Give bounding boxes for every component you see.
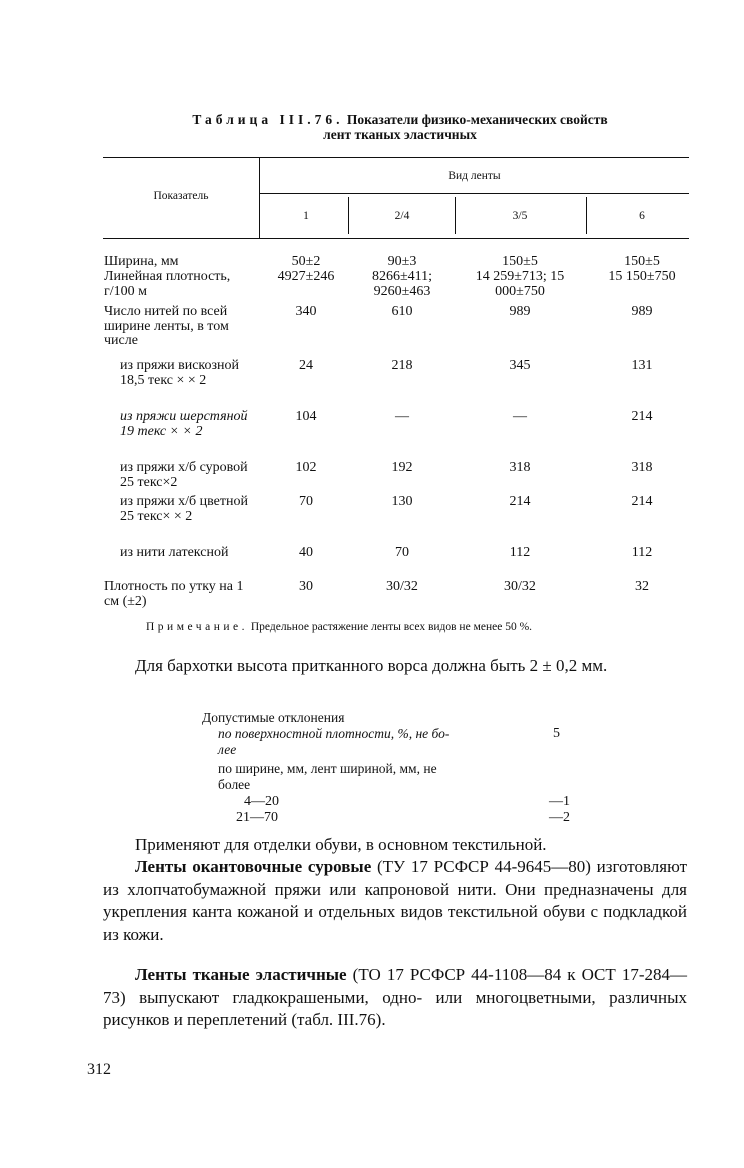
- cell: 318: [631, 460, 653, 475]
- header-col-divider: [455, 197, 456, 234]
- cell: 218: [391, 358, 413, 373]
- row-label: из пряжи шерстяной 19 текс × × 2: [120, 409, 248, 439]
- deviation-range-1: 4—20: [244, 794, 279, 809]
- cell: 112: [631, 545, 653, 560]
- row-label: из пряжи вискозной 18,5 текс × × 2: [120, 358, 240, 388]
- row-label: из пряжи х/б суровой 25 текс×2: [120, 460, 248, 490]
- cell: 32: [635, 579, 649, 594]
- caption-text: Показатели физико-механических свойств: [343, 112, 608, 127]
- cell: 345: [509, 358, 531, 373]
- cell: —: [513, 409, 527, 424]
- header-tape-type: Вид ленты: [448, 170, 501, 182]
- cell: 8266±411; 9260±463: [371, 269, 433, 299]
- cell: 989: [631, 304, 653, 319]
- paragraph: [103, 964, 687, 1032]
- header-col-divider: [586, 197, 587, 234]
- page-number: 312: [87, 1061, 111, 1078]
- cell: 340: [295, 304, 317, 319]
- deviations-title: Допустимые отклонения: [202, 710, 345, 725]
- deviation-width: по ширине, мм, лент шириной, мм, не: [218, 761, 437, 776]
- cell: 214: [631, 494, 653, 509]
- header-col-divider: [348, 197, 349, 234]
- deviation-range-2-value: —2: [549, 810, 570, 825]
- deviation-range-1-value: —1: [549, 794, 570, 809]
- header-col-6: 6: [639, 210, 645, 222]
- header-bottom-rule: [103, 238, 689, 239]
- header-col-3: 3/5: [512, 210, 528, 222]
- row-label: Число нитей по всей ширине ленты, в том числе: [104, 304, 229, 348]
- cell: 131: [631, 358, 653, 373]
- cell: 14 259±713; 15 000±750: [475, 269, 565, 299]
- cell: 70: [395, 545, 409, 560]
- cell: 30/32: [504, 579, 536, 594]
- deviation-surface: по поверхностной плотности, %, не бо-: [218, 726, 450, 741]
- cell: 24: [299, 358, 313, 373]
- table-caption: [100, 112, 700, 127]
- paragraph-bold: Ленты тканые эластичные: [135, 965, 347, 984]
- cell: 214: [631, 409, 653, 424]
- paragraph-text: (ТО 17 РСФСР 44-1108—84 к ОСТ 17-284—73) выпускают гладкокрашеными, одно- или многоцветными, различных рисунков и переплетений (табл. III.76).: [103, 965, 688, 1030]
- header-col-2: 2/4: [394, 210, 410, 222]
- cell: 40: [299, 545, 313, 560]
- cell: 30/32: [386, 579, 418, 594]
- cell: 112: [509, 545, 531, 560]
- deviation-width-cont: более: [218, 777, 251, 792]
- header-group-rule: [260, 193, 689, 194]
- paragraph-bold: Ленты окантовочные суровые: [135, 857, 372, 876]
- table-top-rule: [103, 157, 689, 158]
- cell: 102: [295, 460, 317, 475]
- cell: 90±3: [387, 254, 417, 269]
- deviation-surface-cont: лее: [218, 742, 237, 757]
- table-note: [146, 621, 706, 633]
- paragraph-text: (ТУ 17 РСФСР 44-9645—80) изготовляют из хлопчатобумажной пряжи или капроновой нити. Они предназначены для укрепления канта кожаной и отдельных видов текстильной обуви с подкладкой из кожи.: [103, 857, 688, 944]
- cell: 150±5: [624, 254, 660, 269]
- cell: 50±2: [291, 254, 321, 269]
- paragraph-text: Применяют для отделки обуви, в основном текстильной.: [135, 835, 547, 854]
- paragraph: [103, 655, 687, 678]
- cell: 4927±246: [277, 269, 335, 284]
- cell: 30: [299, 579, 313, 594]
- deviation-surface-value: 5: [553, 726, 560, 741]
- cell: 150±5: [502, 254, 538, 269]
- cell: 130: [391, 494, 413, 509]
- cell: 989: [509, 304, 531, 319]
- cell: 15 150±750: [608, 269, 676, 284]
- cell: 192: [391, 460, 413, 475]
- cell: 214: [509, 494, 531, 509]
- row-label: Плотность по утку на 1 см (±2): [104, 579, 244, 609]
- paragraph: [103, 856, 687, 946]
- paragraph: [103, 834, 687, 857]
- row-label: из нити латексной: [120, 545, 229, 560]
- header-divider: [259, 157, 260, 238]
- row-label: Ширина, мм: [104, 254, 179, 269]
- cell: —: [395, 409, 409, 424]
- row-label: из пряжи х/б цветной 25 текс× × 2: [120, 494, 248, 524]
- cell: 610: [391, 304, 413, 319]
- caption-lead: Таблица III.76.: [192, 112, 344, 127]
- cell: 104: [295, 409, 317, 424]
- header-parameter: Показатель: [153, 190, 209, 202]
- header-col-1: 1: [303, 210, 309, 222]
- note-lead: Примечание.: [146, 621, 248, 633]
- table-caption-line2: лент тканых эластичных: [323, 127, 477, 142]
- row-label: Линейная плотность, г/100 м: [104, 269, 231, 299]
- cell: 70: [299, 494, 313, 509]
- cell: 318: [509, 460, 531, 475]
- paragraph-text: Для бархотки высота приткaнного ворса должна быть 2 ± 0,2 мм.: [135, 656, 608, 675]
- deviation-range-2: 21—70: [236, 810, 278, 825]
- note-text: Предельное растяжение ленты всех видов не менее 50 %.: [247, 621, 533, 633]
